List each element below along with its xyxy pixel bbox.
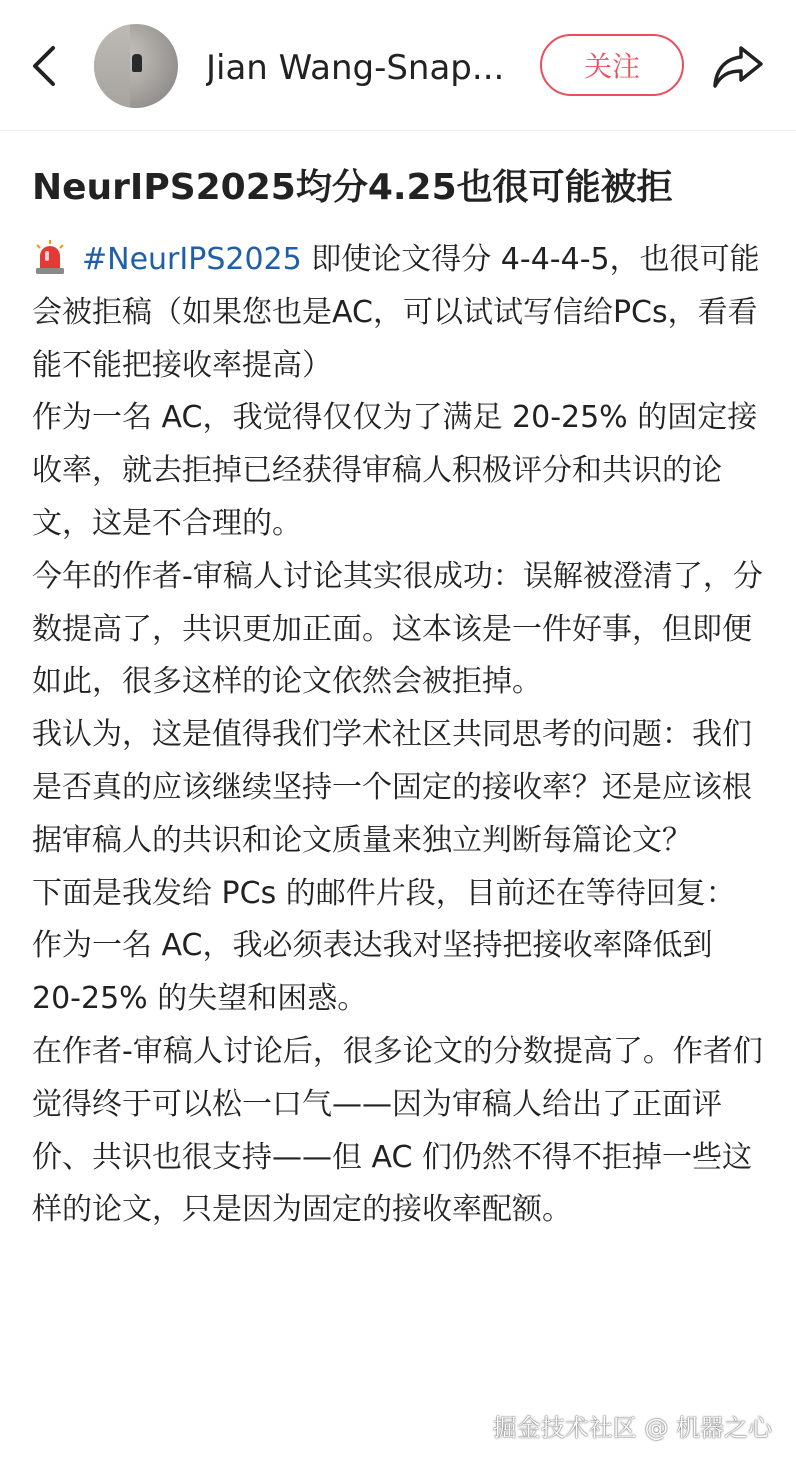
avatar[interactable] xyxy=(94,24,178,108)
watermark: 掘金技术社区 @ 机器之心 xyxy=(492,1414,772,1442)
body-paragraph-4: 下面是我发给 PCs 的邮件片段，目前还在等待回复： xyxy=(32,875,736,911)
username[interactable]: Jian Wang-Snap... xyxy=(206,48,505,88)
top-bar xyxy=(0,0,796,131)
share-button[interactable] xyxy=(708,38,768,94)
intro-text: 即使论文得分 4-4-4-5，也很可能会被拒稿（如果您也是AC，可以试试写信给PCs，看看能不能把接收率提高） xyxy=(32,242,760,383)
body-paragraph-3: 我认为，这是值得我们学术社区共同思考的问题：我们是否真的应该继续坚持一个固定的接收率？还是应该根据审稿人的共识和论文质量来独立判断每篇论文？ xyxy=(32,717,752,858)
follow-button[interactable]: 关注 xyxy=(540,34,684,96)
avatar-figure-shape xyxy=(132,54,142,72)
body-paragraph-1: 作为一名 AC，我觉得仅仅为了满足 20-25% 的固定接收率，就去拒掉已经获得审稿人积极评分和共识的论文，这是不合理的。 xyxy=(32,400,758,541)
back-button[interactable] xyxy=(22,38,66,94)
siren-emoji-icon xyxy=(32,239,68,275)
chevron-left-icon xyxy=(29,44,59,88)
share-arrow-icon xyxy=(711,42,765,90)
body-paragraph-6: 在作者-审稿人讨论后，很多论文的分数提高了。作者们觉得终于可以松一口气——因为审稿人给出了正面评价、共识也很支持——但 AC 们仍然不得不拒掉一些这样的论文，只是因为固定的接收率配额。 xyxy=(32,1033,763,1228)
avatar-door-shape xyxy=(94,24,130,108)
body-paragraph-5: 作为一名 AC，我必须表达我对坚持把接收率降低到 20-25% 的失望和困惑。 xyxy=(32,928,713,1017)
post-title: NeurIPS2025均分4.25也很可能被拒 xyxy=(32,167,673,208)
intro-paragraph xyxy=(32,234,768,392)
post-body xyxy=(32,234,768,1237)
hashtag-link[interactable]: #NeurIPS2025 xyxy=(82,242,302,277)
body-paragraph-2: 今年的作者-审稿人讨论其实很成功：误解被澄清了，分数提高了，共识更加正面。这本该是一件好事，但即便如此，很多这样的论文依然会被拒掉。 xyxy=(32,558,763,700)
